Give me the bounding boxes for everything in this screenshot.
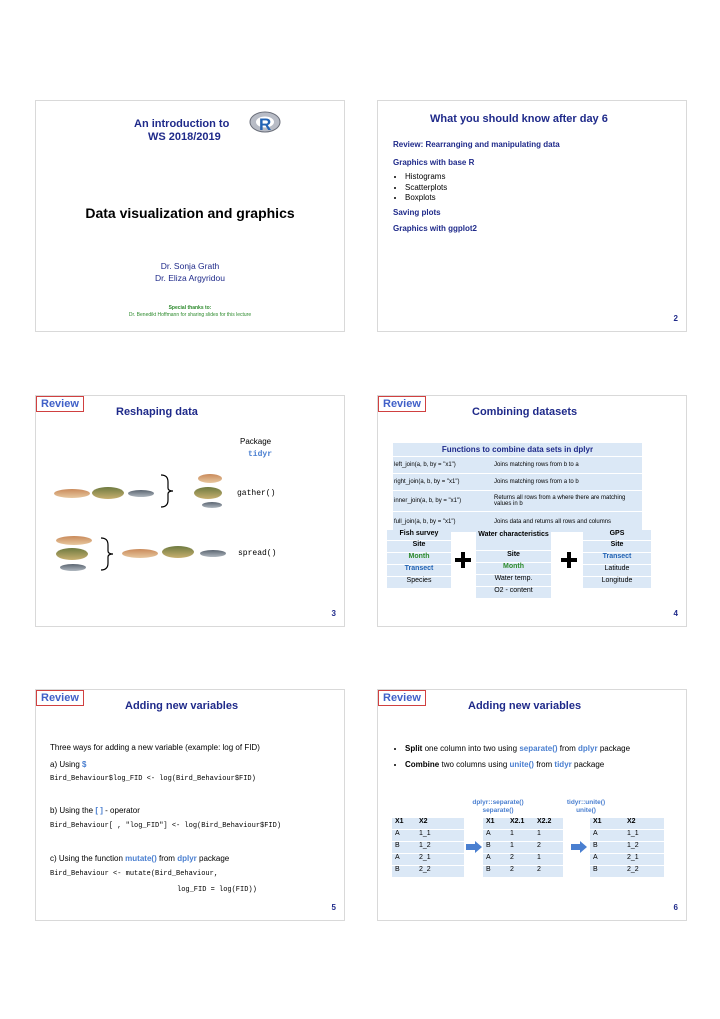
option-a-symbol: $ <box>82 760 87 769</box>
fish-survey-transect: Transect <box>387 565 451 577</box>
r-logo-letter: R <box>259 115 272 134</box>
option-c-from: from <box>158 854 175 863</box>
review-tag: Review <box>378 396 426 412</box>
slide-3 <box>35 395 345 627</box>
gps-transect: Transect <box>583 553 651 565</box>
saving-item: Saving plots <box>393 208 441 217</box>
package-name: tidyr <box>248 450 273 459</box>
slide-1 <box>35 100 345 332</box>
cell: B <box>395 842 400 849</box>
cell: 1_2 <box>627 842 639 849</box>
table-header-row <box>590 818 664 830</box>
code-c-line2: log_FID = log(FID)) <box>177 886 257 894</box>
cell: A <box>486 854 491 861</box>
combine-pkg: tidyr <box>554 760 572 769</box>
cell: B <box>486 866 491 873</box>
slide-5 <box>35 689 345 921</box>
col-header: X1 <box>486 818 495 825</box>
review-tag: Review <box>378 690 426 706</box>
gps-box <box>583 530 651 588</box>
graphics-bullets <box>393 172 447 204</box>
join-fn: left_join(a, b, by = "x1") <box>394 462 456 468</box>
join-desc: Returns all rows from a where there are matching values in b <box>494 495 626 507</box>
cell: A <box>395 830 400 837</box>
ggplot-item: Graphics with ggplot2 <box>393 224 478 233</box>
cell: 2 <box>537 866 541 873</box>
col-header: X2.2 <box>537 818 552 825</box>
split-end: package <box>599 744 631 753</box>
combine-end: package <box>574 760 605 769</box>
slide2-title: What you should know after day 6 <box>430 113 608 125</box>
spread-fn: spread() <box>238 549 277 558</box>
fish-survey-species: Species <box>406 577 432 584</box>
separate-label-2: separate() <box>482 807 514 814</box>
cell: B <box>486 842 491 849</box>
water-header: Water characteristics <box>476 530 551 551</box>
fish-icon <box>128 490 154 497</box>
table-row <box>392 842 464 854</box>
cell: 1 <box>510 830 514 837</box>
option-c-suffix: package <box>199 854 230 863</box>
cell: 1 <box>537 854 541 861</box>
page-number: 5 <box>331 903 336 912</box>
cell: 2 <box>510 854 514 861</box>
combine-bold: Combine <box>405 760 440 769</box>
brace-icon <box>100 537 114 571</box>
table-row <box>483 830 563 842</box>
unite-label-1: tidyr::unite() <box>566 799 606 806</box>
page-number: 6 <box>673 903 678 912</box>
table-row <box>392 854 464 866</box>
slide1-heading: Data visualization and graphics <box>85 205 295 221</box>
option-c <box>50 854 229 863</box>
table-united <box>590 818 664 877</box>
cell: A <box>593 854 598 861</box>
option-b <box>50 806 140 815</box>
cell: 2 <box>537 842 541 849</box>
water-month: Month <box>476 563 551 575</box>
join-functions-table <box>393 443 642 532</box>
combine-from: from <box>536 760 553 769</box>
option-b-label: b) Using the <box>50 806 94 815</box>
page-number: 4 <box>673 609 678 618</box>
join-desc: Joins matching rows from a to b <box>494 479 579 485</box>
intro-text: Three ways for adding a new variable (example: log of FID) <box>50 743 260 752</box>
separate-label-1: dplyr::separate() <box>472 799 524 806</box>
cell: A <box>395 854 400 861</box>
page-number: 3 <box>331 609 336 618</box>
gps-header: GPS <box>583 530 651 541</box>
table-row <box>393 512 642 532</box>
table-row <box>392 866 464 877</box>
unite-label-2: unite() <box>576 807 596 814</box>
separate-fn: separate() <box>519 744 558 753</box>
intro-title: An introduction to <box>134 118 230 130</box>
cell: 1 <box>510 842 514 849</box>
thanks-title: Special thanks to: <box>168 305 212 311</box>
gps-longitude: Longitude <box>601 577 633 584</box>
review-tag: Review <box>36 396 84 412</box>
split-pkg: dplyr <box>578 744 598 753</box>
split-bold: Split <box>405 744 423 753</box>
cell: 2 <box>510 866 514 873</box>
cell: 2_1 <box>419 854 431 861</box>
table-row <box>590 854 664 866</box>
gps-latitude: Latitude <box>583 565 651 577</box>
cell: 1_1 <box>419 830 431 837</box>
semester: WS 2018/2019 <box>148 131 221 143</box>
slide-2 <box>377 100 687 332</box>
fish-icon <box>200 550 226 557</box>
fish-icon <box>56 536 92 545</box>
cell: B <box>395 866 400 873</box>
fish-icon <box>92 487 124 499</box>
combine-item <box>405 759 673 770</box>
option-c-fn: mutate() <box>125 854 157 863</box>
col-header: X1 <box>593 818 602 825</box>
join-table-title: Functions to combine data sets in dplyr <box>393 443 642 457</box>
bullet-histograms: • Histograms <box>405 172 447 183</box>
join-desc: Joins matching rows from b to a <box>494 462 579 468</box>
cell: 2_2 <box>419 866 431 873</box>
slide4-title: Combining datasets <box>472 406 578 418</box>
split-bullet <box>393 743 673 770</box>
bullet-scatterplots: • Scatterplots <box>405 183 447 194</box>
table-original <box>392 818 464 877</box>
slide3-title: Reshaping data <box>116 406 198 418</box>
code-c-line1: Bird_Behaviour <- mutate(Bird_Behaviour, <box>50 870 219 878</box>
split-from: from <box>559 744 576 753</box>
water-o2: O2 - content <box>494 587 533 594</box>
fish-icon <box>122 549 158 558</box>
r-logo-icon <box>248 110 282 134</box>
table-row <box>483 854 563 866</box>
fish-icon <box>198 474 222 483</box>
option-c-pkg: dplyr <box>177 854 197 863</box>
review-tag: Review <box>36 690 84 706</box>
code-b: Bird_Behaviour[ , "log_FID"] <- log(Bird_Behaviour$FID) <box>50 822 282 830</box>
table-row <box>483 866 563 877</box>
table-header-row <box>483 818 563 830</box>
option-b-suffix: - operator <box>105 806 140 815</box>
plus-icon <box>561 552 577 568</box>
split-text: one column into two using <box>424 744 518 753</box>
table-separated <box>483 818 563 877</box>
slide-4 <box>377 395 687 627</box>
thanks-text: Dr. Benedikt Hoffmann for sharing slides for this lecture <box>128 312 252 318</box>
combine-text: two columns using <box>441 760 508 769</box>
table-row <box>590 842 664 854</box>
join-desc: Joins data and returns all rows and columns <box>494 519 612 525</box>
gps-site: Site <box>583 541 651 553</box>
join-fn: inner_join(a, b, by = "x1") <box>394 498 462 504</box>
cell: 1 <box>537 830 541 837</box>
fish-survey-header: Fish survey <box>387 530 451 541</box>
author-1: Dr. Sonja Grath <box>160 261 220 271</box>
join-fn: full_join(a, b, by = "x1") <box>394 519 456 525</box>
table-row <box>393 491 642 512</box>
arrow-right-icon <box>571 840 587 852</box>
col-header: X2.1 <box>510 818 525 825</box>
code-a: Bird_Behaviour$log_FID <- log(Bird_Behaviour$FID) <box>50 775 256 783</box>
unite-label <box>546 799 626 815</box>
cell: B <box>593 842 598 849</box>
fish-icon <box>162 546 194 558</box>
fish-icon <box>54 489 90 498</box>
fish-survey-month: Month <box>387 553 451 565</box>
unite-fn: unite() <box>509 760 534 769</box>
table-row <box>392 830 464 842</box>
option-a <box>50 760 86 769</box>
slide6-title: Adding new variables <box>468 700 582 712</box>
gather-fn: gather() <box>237 489 276 498</box>
package-label: Package <box>240 437 272 446</box>
separate-label <box>448 799 548 815</box>
fish-survey-site: Site <box>387 541 451 553</box>
fish-icon <box>60 564 86 571</box>
graphics-base-item: Graphics with base R <box>393 158 475 167</box>
fish-survey-box <box>387 530 451 588</box>
review-item: Review: Rearranging and manipulating data <box>393 140 560 149</box>
water-box <box>476 530 551 598</box>
slide-6 <box>377 689 687 921</box>
table-header-row <box>392 818 464 830</box>
plus-icon <box>455 552 471 568</box>
author-2: Dr. Eliza Argyridou <box>155 273 225 283</box>
cell: 2_2 <box>627 866 639 873</box>
table-row <box>590 830 664 842</box>
table-row <box>393 457 642 474</box>
brace-icon <box>160 474 174 508</box>
cell: 1_2 <box>419 842 431 849</box>
water-temp: Water temp. <box>476 575 551 587</box>
col-header: X1 <box>395 818 404 825</box>
table-row <box>590 866 664 877</box>
cell: A <box>593 830 598 837</box>
cell: 1_1 <box>627 830 639 837</box>
col-header: X2 <box>627 818 636 825</box>
option-b-symbol: [ ] <box>95 806 103 815</box>
table-row <box>483 842 563 854</box>
table-row <box>393 474 642 491</box>
split-item <box>405 743 673 754</box>
slide5-title: Adding new variables <box>125 700 239 712</box>
fish-icon <box>56 548 88 560</box>
fish-icon <box>194 487 222 499</box>
cell: 2_1 <box>627 854 639 861</box>
bullet-boxplots: • Boxplots <box>405 193 447 204</box>
arrow-right-icon <box>466 840 482 852</box>
col-header: X2 <box>419 818 428 825</box>
cell: A <box>486 830 491 837</box>
fish-icon <box>202 502 222 508</box>
cell: B <box>593 866 598 873</box>
water-site: Site <box>476 551 551 563</box>
join-fn: right_join(a, b, by = "x1") <box>394 479 460 485</box>
page-number: 2 <box>673 314 678 323</box>
option-c-label: c) Using the function <box>50 854 123 863</box>
option-a-label: a) Using <box>50 760 80 769</box>
